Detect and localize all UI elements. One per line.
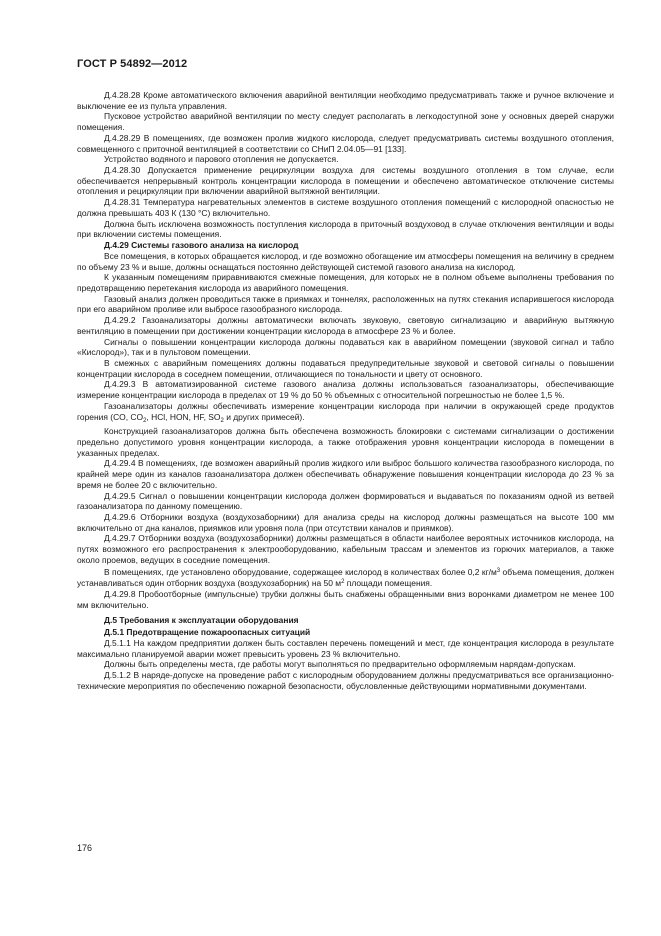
text-run: объема помещения, должен устанавливаться один отборник воздуха (воздухозаборник) на 50 м <box>77 566 614 589</box>
paragraph: Д.4.29.7 Отборники воздуха (воздухозаборники) должны размещаться в области наиболее вероятных источников кислорода, на путях возможного его распространения к электрооборудованию, кабельным трассам и элементов из горючих материалов, а также около проемов, ведущих в соседние помещения. <box>77 533 614 565</box>
page-number: 176 <box>77 843 93 853</box>
subsection-heading: Д.5.1 Предотвращение пожароопасных ситуаций <box>104 627 311 638</box>
subscript: 2 <box>220 417 224 424</box>
text-run: Газоанализаторы должны обеспечивать измерение концентрации кислорода при наличии в окружающей среде продуктов горения (CO, CO <box>77 400 614 422</box>
paragraph: Конструкцией газоанализаторов должна быть обеспечена возможность блокировки с системами сигнализации о достижении предельно допустимого уровня концентрации кислорода, а также отображения уровня концентрации кислорода в помещении в указанных пределах. <box>77 426 614 458</box>
text-run: и других примесей). <box>223 411 305 422</box>
paragraph: К указанным помещениям приравниваются смежные помещения, для которых не в полном объеме выполнены требования по предотвращению перетекания кислорода из аварийного помещения. <box>77 272 614 293</box>
paragraph: Д.4.29.2 Газоанализаторы должны автоматически включать звуковую, световую сигнализацию и аварийную вытяжную вентиляцию в помещении при достижении концентрации кислорода в атмосфере 23 % и более. <box>77 315 614 336</box>
paragraph: Д.4.29.8 Пробоотборные (импульсные) трубки должны быть снабжены обращенными вниз воронками диаметром не менее 100 мм включительно. <box>77 589 614 610</box>
text-run: , HCl, HON, HF, SO <box>146 411 221 422</box>
paragraph: Должны быть определены места, где работы могут выполняться по предварительно оформляемым нарядам-допускам. <box>104 659 576 670</box>
paragraph: Д.4.28.28 Кроме автоматического включения аварийной вентиляции необходимо предусматривать также и ручное включение и выключение ее из пульта управления. <box>77 90 614 111</box>
paragraph: Д.4.28.29 В помещениях, где возможен пролив жидкого кислорода, следует предусматривать системы воздушного отопления, совмещенного с приточной вентиляцией в соответствии со СНиП 2.04.05—91 [133]. <box>77 132 614 154</box>
paragraph: Газовый анализ должен проводиться также в приямках и тоннелях, расположенных на путях стекания испарившегося кислорода при его аварийном проливе или выбросе газообразного кислорода. <box>77 293 614 315</box>
document-body <box>77 90 614 692</box>
section-heading: Д.5 Требования к эксплуатации оборудования <box>104 614 299 625</box>
paragraph: Устройство водяного и парового отопления не допускается. <box>104 154 339 165</box>
superscript: 2 <box>341 579 345 586</box>
paragraph: Д.4.29.4 В помещениях, где возможен аварийный пролив жидкого или выброс большого количества газообразного кислорода, по крайней мере один из каналов газоанализатора должен обеспечивать обнаружение повышения концентрации кислорода до 23 % за время не более 20 с включительно. <box>77 458 614 490</box>
subscript: 2 <box>143 417 147 424</box>
paragraph: Д.5.1.1 На каждом предприятии должен быть составлен перечень помещений и мест, где концентрация кислорода в результате максимально планируемой аварии может превысить уровень 23 % включительно. <box>77 637 614 659</box>
paragraph: Д.4.29.6 Отборники воздуха (воздухозаборники) для анализа среды на кислород должны размещаться на высоте 100 мм включительно от дна каналов, приямков или уровня пола (при отсутствии каналов и приямков). <box>77 512 614 533</box>
paragraph: Все помещения, в которых обращается кислород, и где возможно обогащение им атмосферы помещения на величину в среднем по объему 23 % и выше, должны оснащаться постоянно действующей системой газового анализа на кислород. <box>77 250 614 272</box>
document-header: ГОСТ Р 54892—2012 <box>77 58 188 70</box>
paragraph: Пусковое устройство аварийной вентиляции по месту следует располагать в легкодоступной зоне у основных дверей снаружи помещения. <box>77 111 614 133</box>
paragraph-units <box>77 566 614 589</box>
paragraph: В смежных с аварийным помещениях должны подаваться предупредительные звуковой и световой сигналы о повышении концентрации кислорода в соседнем помещении, отличающиеся по тональности и цвету от основного. <box>77 357 614 379</box>
superscript: 3 <box>496 567 501 574</box>
text-run: В помещениях, где установлено оборудование, содержащее кислород в количествах более 0,2 кг/м <box>104 566 497 577</box>
paragraph: Д.4.28.30 Допускается применение рециркуляции воздуха для системы воздушного отопления в том случае, если обеспечивается непрерывный контроль концентрации кислорода в помещении и обеспечено автоматическое отключение системы отопления и рециркуляции при включении аварийной вытяжной вентиляции. <box>77 165 614 197</box>
paragraph: Д.4.29.3 В автоматизированной системе газового анализа должны использоваться газоанализаторы, обеспечивающие измерение концентрации кислорода в пределах от 19 % до 50 % объемных с относительной погрешностью не более 1,5 %. <box>77 379 614 401</box>
paragraph: Д.5.1.2 В наряде-допуске на проведение работ с кислородным оборудованием должны предусматриваться все организационно-технические мероприятия по обеспечению пожарной безопасности, обусловленные действующими нормативными документами. <box>77 670 614 691</box>
paragraph: Должна быть исключена возможность поступления кислорода в приточный воздуховод в случае отключения вентиляции и воды при включении системы помещения. <box>77 218 614 240</box>
paragraph: Д.4.29.5 Сигнал о повышении концентрации кислорода должен формироваться и выдаваться по показаниям одной из ветвей газоанализатора по данному помещению. <box>77 490 614 512</box>
paragraph: Д.4.28.31 Температура нагревательных элементов в системе воздушного отопления помещений с кислородной опасностью не должна превышать 403 К (130 °С) включительно. <box>77 197 614 218</box>
paragraph: Сигналы о повышении концентрации кислорода должны подаваться как в аварийном помещении (звуковой сигнал и табло «Кислород»), так и в пультовом помещении. <box>77 336 614 358</box>
paragraph-formula <box>77 401 614 426</box>
section-heading: Д.4.29 Системы газового анализа на кислород <box>104 240 299 251</box>
text-run: площади помещения. <box>344 578 433 589</box>
